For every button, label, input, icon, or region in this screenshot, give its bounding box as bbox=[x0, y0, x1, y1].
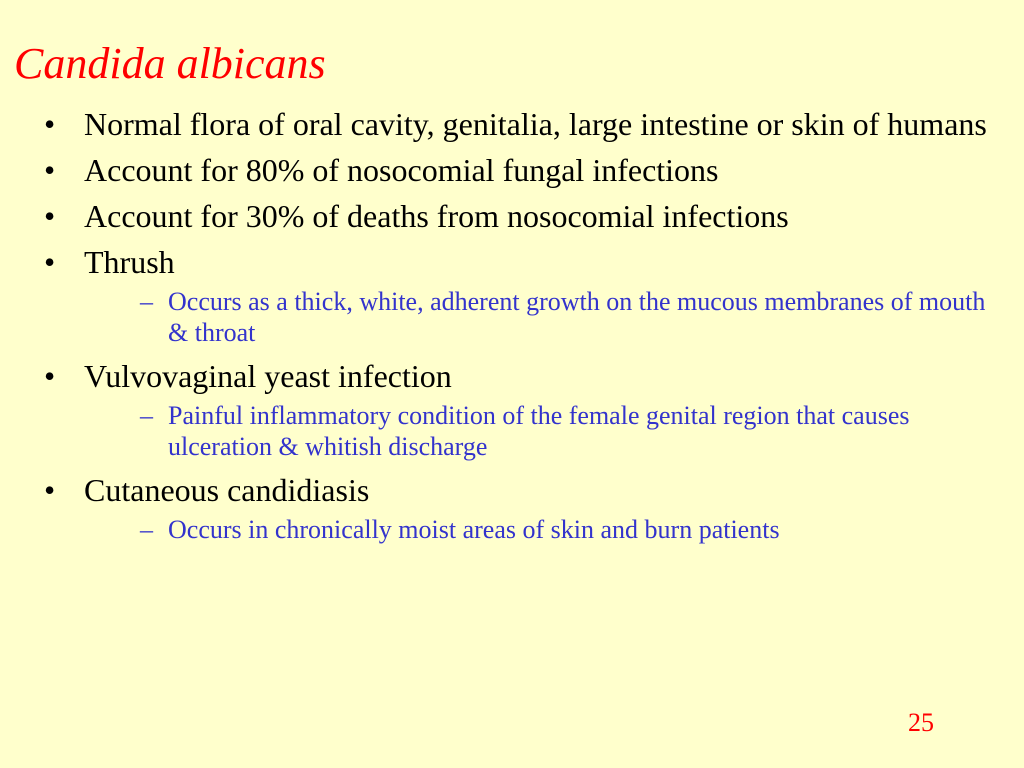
bullet-text: Cutaneous candidiasis bbox=[84, 472, 370, 508]
bullet-dot-icon: • bbox=[44, 244, 56, 280]
bullet-list bbox=[44, 106, 1004, 555]
bullet-dot-icon: • bbox=[44, 358, 56, 394]
dash-icon: – bbox=[140, 401, 153, 430]
bullet-text: Normal flora of oral cavity, genitalia, large intestine or skin of humans bbox=[84, 106, 987, 142]
sub-bullet-item bbox=[124, 400, 1004, 462]
bullet-dot-icon: • bbox=[44, 472, 56, 508]
sub-bullet-text: Occurs in chronically moist areas of skin and burn patients bbox=[168, 515, 780, 544]
sub-bullet-item bbox=[124, 514, 1004, 545]
bullet-item bbox=[44, 244, 1004, 348]
sub-bullet-item bbox=[124, 286, 1004, 348]
sub-bullet-text: Occurs as a thick, white, adherent growth on the mucous membranes of mouth & throat bbox=[168, 287, 986, 347]
bullet-dot-icon: • bbox=[44, 106, 56, 142]
bullet-text: Vulvovaginal yeast infection bbox=[84, 358, 452, 394]
dash-icon: – bbox=[140, 287, 153, 316]
bullet-text: Account for 80% of nosocomial fungal infections bbox=[84, 152, 719, 188]
bullet-item bbox=[44, 152, 1004, 188]
bullet-text: Account for 30% of deaths from nosocomial infections bbox=[84, 198, 789, 234]
bullet-text: Thrush bbox=[84, 244, 175, 280]
bullet-dot-icon: • bbox=[44, 152, 56, 188]
bullet-item bbox=[44, 358, 1004, 462]
dash-icon: – bbox=[140, 515, 153, 544]
bullet-dot-icon: • bbox=[44, 198, 56, 234]
slide-title: Candida albicans bbox=[14, 39, 326, 88]
page-number: 25 bbox=[908, 708, 934, 737]
bullet-item bbox=[44, 198, 1004, 234]
bullet-item bbox=[44, 106, 1004, 142]
bullet-item bbox=[44, 472, 1004, 545]
sub-bullet-text: Painful inflammatory condition of the female genital region that causes ulceration & whitish discharge bbox=[168, 401, 910, 461]
